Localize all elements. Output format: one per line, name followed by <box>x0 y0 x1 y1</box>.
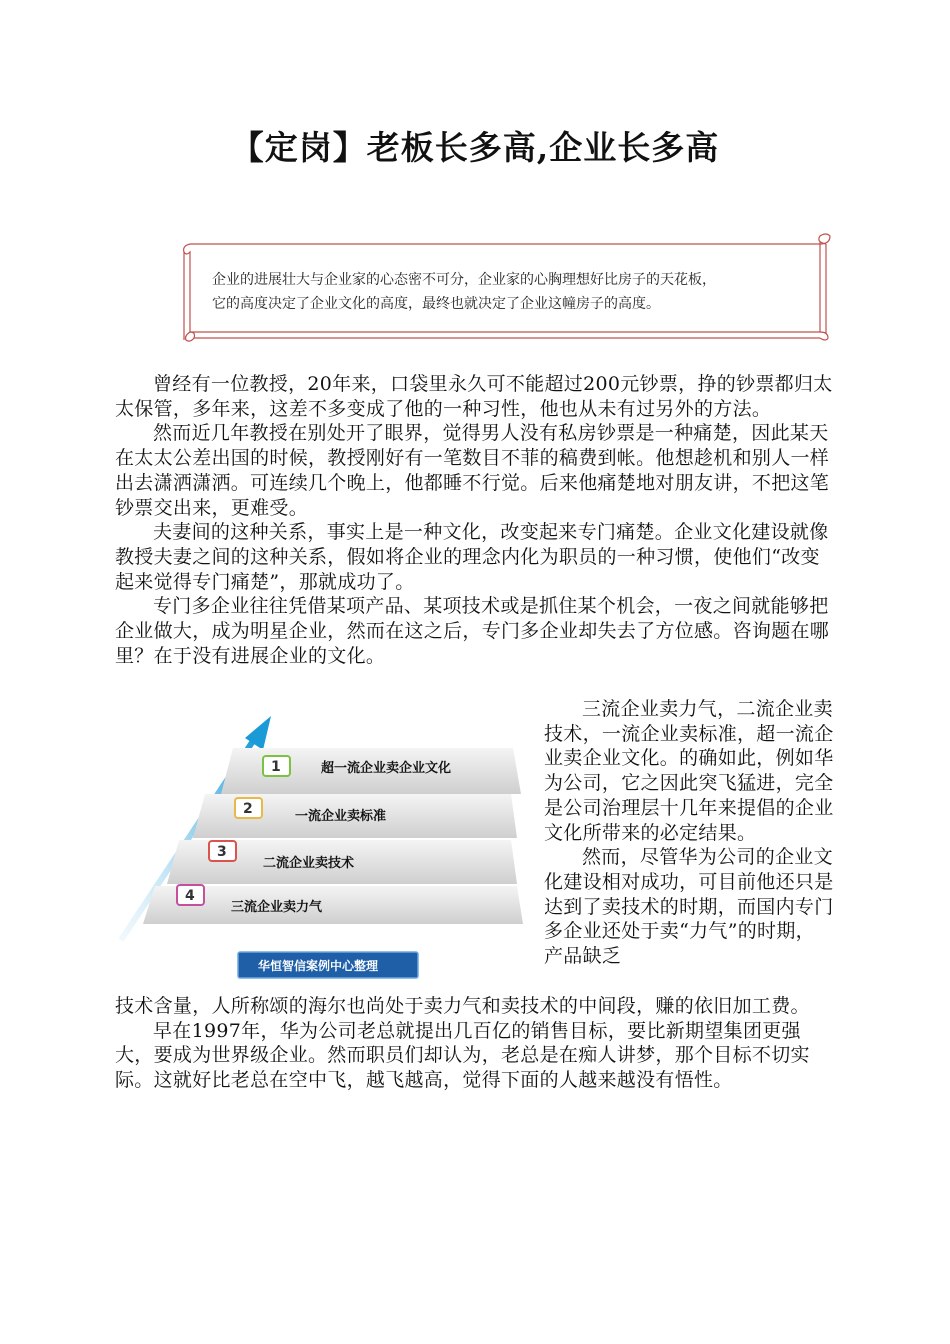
abstract-scroll-box <box>180 232 834 344</box>
abstract-line: 它的高度决定了企业文化的高度，最终也就决定了企业这幢房子的高度。 <box>212 296 660 312</box>
staircase-diagram <box>113 710 533 988</box>
paragraph: 然而近几年教授在别处开了眼界，觉得男人没有私房钞票是一种痛楚，因此某天在太太公差出国的时候，教授刚好有一笔数目不菲的稿费到帐。他想趁机和别人一样出去潇洒潇洒。可连续几个晚上，他都睡不行觉。后来他痛楚地对朋友讲，不把这笔钞票交出来，更难受。 <box>115 422 830 519</box>
step-2-label: 一流企业卖标准 <box>295 809 387 824</box>
side-paragraph: 三流企业卖力气，二流企业卖技术，一流企业卖标准，超一流企业卖企业文化。的确如此，例如华为公司，它之因此突飞猛进，完全是公司治理层十几年来提倡的企业文化所带来的必定结果。 <box>544 698 834 844</box>
step-4-number: 4 <box>185 888 195 904</box>
article-body-tail <box>115 994 833 1093</box>
paragraph: 夫妻间的这种关系，事实上是一种文化，改变起来专门痛楚。企业文化建设就像教授夫妻之间的这种关系，假如将企业的理念内化为职员的一种习惯，使他们“改变起来觉得专门痛楚”，那就成功了。 <box>115 521 829 593</box>
step-2-number: 2 <box>243 801 253 817</box>
article-body <box>115 372 833 668</box>
paragraph-continuation: 技术含量，人所称颂的海尔也尚处于卖力气和卖技术的中间段，赚的依旧加工费。 <box>115 995 810 1017</box>
step-3-number: 3 <box>217 844 227 860</box>
figure-footer: 华恒智信案例中心整理 <box>258 959 379 973</box>
paragraph: 专门多企业往往凭借某项产品、某项技术或是抓住某个机会，一夜之间就能够把企业做大，成为明星企业，然而在这之后，专门多企业却失去了方位感。咨询题在哪里？在于没有进展企业的文化。 <box>115 595 830 667</box>
side-column-text <box>544 697 834 969</box>
step-4-label: 三流企业卖力气 <box>231 900 323 915</box>
side-paragraph: 然而，尽管华为公司的企业文化建设相对成功，可目前他还只是达到了卖技术的时期，而国内专门多企业还处于卖“力气”的时期，产品缺乏 <box>544 846 834 968</box>
paragraph: 曾经有一位教授，20年来，口袋里永久可不能超过200元钞票，挣的钞票都归太太保管，多年来，这差不多变成了他的一种习性，他也从未有过另外的方法。 <box>115 373 833 420</box>
abstract-text <box>212 268 822 316</box>
step-3-label: 二流企业卖技术 <box>263 856 355 871</box>
step-1-number: 1 <box>271 759 281 775</box>
staircase-figure <box>113 710 533 988</box>
abstract-line: 企业的进展壮大与企业家的心态密不可分，企业家的心胸理想好比房子的天花板， <box>212 272 716 288</box>
paragraph: 早在1997年，华为公司老总就提出几百亿的销售目标，要比新期望集团更强大，要成为世界级企业。然而职员们却认为，老总是在痴人讲梦，那个目标不切实际。这就好比老总在空中飞，越飞越高，觉得下面的人越来越没有悟性。 <box>115 1019 810 1092</box>
step-1-label: 超一流企业卖企业文化 <box>321 761 452 776</box>
page-title: 【定岗】老板长多高,企业长多高 <box>230 128 720 167</box>
